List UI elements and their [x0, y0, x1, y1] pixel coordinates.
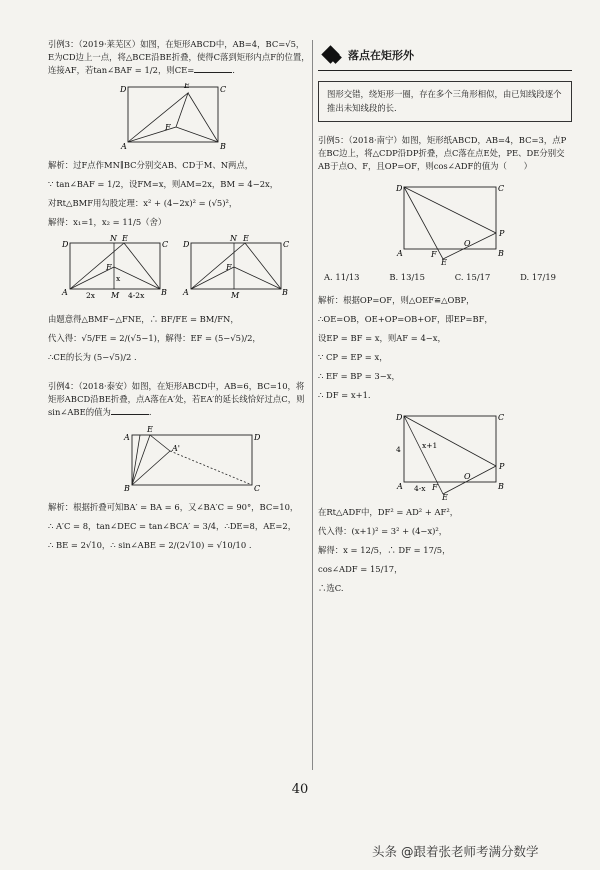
fig5-label: 4-x: [414, 483, 426, 493]
example-5-analysis-8: 代入得：(x+1)² = 3² + (4−x)²，: [318, 525, 448, 536]
fig2a-label: B: [161, 288, 167, 298]
fig3-label: B: [124, 484, 130, 494]
fig2b-label: N: [230, 235, 237, 244]
example-5-analysis-7: 在Rt△ADF中，DF² = AD² + AF²，: [318, 506, 459, 517]
fig4-label: D: [396, 183, 403, 193]
example-5-analysis-11: ∴选C.: [318, 582, 344, 593]
fig5-label: 4: [396, 444, 401, 454]
fig2a-label: x: [116, 274, 121, 284]
example-3-analysis-7: ∴CE的长为 (5−√5)/2 .: [48, 352, 137, 363]
example-4-analysis-3: ∴ BE = 2√10，∴ sin∠ABE = 2/(2√10) = √10/10 .: [48, 540, 252, 551]
example-5-analysis-5: ∴ EF = BP = 3−x，: [318, 370, 400, 381]
example-5-analysis-4: ∵ CP = EP = x，: [318, 351, 388, 362]
figure-example-5: [318, 179, 572, 265]
fig5-label: D: [396, 412, 403, 422]
example-5-analysis-2: ∴OE=OB，OE+OP=OB+OF，即EP=BF，: [318, 313, 493, 324]
example-5-text: 引例5：（2018·南宁）如图，矩形纸ABCD，AB=4，BC=3，点P在BC边上，将△CDP沿DP折叠，点C落在点E处，PE、DE分别交AB于点O、F，且OP=OF，则cos∠ADF的值为（ ）: [318, 134, 567, 171]
fig3-label: C: [254, 484, 261, 494]
fig2a-label: E: [122, 235, 128, 244]
figure-example-4: [48, 425, 310, 495]
example-4-text: 引例4：（2018·泰安）如图，在矩形ABCD中，AB=6，BC=10，将矩形ABCD沿BE折叠，点A落在A′处，若EA′的延长线恰好过点C，则sin∠ABE的值为 .: [48, 381, 305, 418]
fig2a-label: A: [62, 288, 68, 298]
answer-blank: [194, 64, 232, 73]
fig4-label: O: [464, 238, 471, 248]
fig2a-label: 2x: [86, 291, 96, 301]
fig5-label: A: [397, 481, 403, 491]
example-3-analysis-5: 由题意得△BMF∽△FNE，∴ BF/FE = BM/FN，: [48, 314, 239, 325]
fig2b-label: F: [226, 263, 232, 273]
fig2a-label: F: [106, 263, 112, 273]
example-3-analysis-4: 解得：x₁=1，x₂ = 11/5（舍）: [48, 217, 167, 228]
fig2b-label: A: [183, 288, 189, 298]
fig2b-label: B: [282, 288, 288, 298]
fig3-label: A: [124, 433, 130, 443]
fig4-label: E: [441, 257, 447, 265]
fig3-label: E: [147, 425, 153, 435]
fig4-label: C: [498, 183, 505, 193]
method-box: 图形交错，绕矩形一圈，存在多个三角形相似，由已知线段逐个推出未知线段的长.: [318, 81, 572, 122]
fig2b-label: M: [231, 291, 240, 301]
example-3-analysis-1: 解析：过F点作MN∥BC分别交AB、CD于M、N两点，: [48, 160, 254, 171]
fig2a-label: 4-2x: [128, 291, 145, 301]
example-4-analysis-1: 解析：根据折叠可知BA′ = BA = 6，又∠BA′C = 90°，BC=10，: [48, 502, 299, 513]
fig3-label: A': [172, 444, 180, 454]
fig1-label: B: [220, 142, 226, 152]
fig2a-label: M: [111, 291, 120, 301]
fig4-label: A: [397, 248, 403, 258]
section-title: 落点在矩形外: [348, 49, 414, 62]
fig4-label: P: [499, 228, 505, 238]
example-3-analysis-3: 对Rt△BMF用勾股定理：x² + (4−2x)² = (√5)²，: [48, 198, 238, 209]
figure-example-3: [48, 83, 310, 153]
example-5-analysis-3: 设EP = BF = x，则AF = 4−x，: [318, 332, 446, 343]
choice-a: A. 11/13: [324, 271, 360, 282]
watermark: 头条 @跟着张老师考满分数学: [372, 844, 539, 859]
fig2a-label: C: [162, 240, 169, 250]
example-3-analysis-2: ∵ tan∠BAF = 1/2，设FM=x，则AM=2x，BM = 4−2x，: [48, 179, 279, 190]
choice-b: B. 13/15: [389, 271, 425, 282]
fig2a-label: D: [62, 240, 69, 250]
choice-c: C. 15/17: [454, 271, 491, 282]
page-number: 40: [291, 782, 309, 797]
fig2b-label: D: [183, 240, 190, 250]
answer-blank: [111, 406, 149, 415]
fig4-label: F: [431, 249, 437, 259]
left-column: [48, 38, 310, 558]
fig3-label: D: [254, 433, 261, 443]
figure-example-5-solution: [318, 408, 572, 500]
example-3-analysis-6: 代入得：√5/FE = 2/(√5−1)，解得：EF = (5−√5)/2，: [48, 333, 261, 344]
fig1-label: F: [165, 123, 171, 133]
section-header: [318, 44, 572, 71]
fig5-label: F: [432, 482, 438, 492]
example-5-analysis-6: ∴ DF = x+1.: [318, 389, 371, 400]
example-3-text: 引例3：（2019·莱芜区）如图，在矩形ABCD中，AB=4，BC=√5，E为CD边上一点，将△BCE沿BE折叠，使得C落到矩形内点F的位置，连接AF，若tan∠BAF = 1/2，则CE= .: [48, 39, 310, 76]
choice-d: D. 17/19: [520, 271, 556, 282]
fig5-label: E: [442, 492, 448, 500]
column-divider: [312, 40, 313, 770]
answer-choices: [324, 271, 556, 284]
fig5-label: C: [498, 412, 505, 422]
right-column: [318, 44, 572, 601]
example-5-analysis-10: cos∠ADF = 15/17，: [318, 563, 403, 574]
fig1-label: A: [121, 142, 127, 152]
example-4-analysis-2: ∴ A′C = 8，tan∠DEC = tan∠BCA′ = 3/4，∴DE=8，AE=2，: [48, 521, 297, 532]
fig4-label: B: [498, 248, 504, 258]
fig1-label: E: [184, 83, 190, 91]
example-5-analysis-1: 解析：根据OP=OF，则△OEF≌△OBP，: [318, 294, 475, 305]
fig1-label: C: [220, 85, 227, 95]
fig5-label: P: [499, 461, 505, 471]
fig2b-label: E: [243, 235, 249, 244]
example-5-analysis-9: 解得：x = 12/5，∴ DF = 17/5，: [318, 544, 451, 555]
fig5-label: B: [498, 481, 504, 491]
fig2a-label: N: [110, 235, 117, 244]
fig5-label: O: [464, 471, 471, 481]
fig1-label: D: [120, 85, 127, 95]
fig5-label: x+1: [422, 440, 438, 450]
figure-example-3-solution: [48, 235, 310, 307]
fig2b-label: C: [283, 240, 290, 250]
